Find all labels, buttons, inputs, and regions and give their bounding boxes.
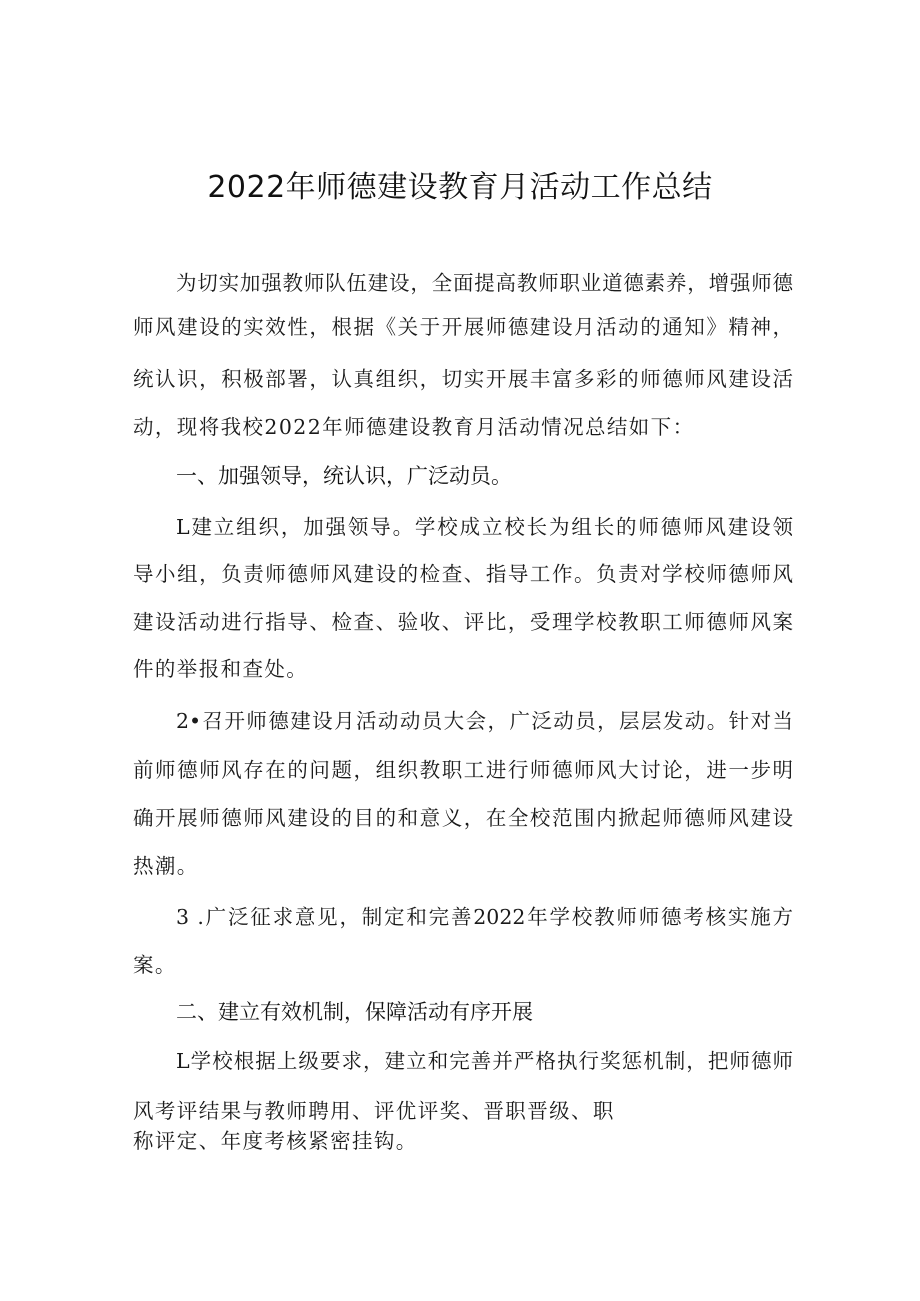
section-2-heading: 二、建立有效机制，保障活动有序开展 [176, 1000, 533, 1024]
section-1-item-1-line-3: 建设活动进行指导、检查、验收、评比，受理学校教职工师德师风案 [133, 610, 793, 634]
section-1-item-2-line-4: 热潮。 [133, 854, 199, 878]
section-1-item-1-line-2: 导小组，负责师德师风建设的检查、指导工作。负责对学校师德师风 [133, 562, 793, 586]
section-2-item-1-line-2: 风考评结果与教师聘用、评优评奖、晋职晋级、职 [133, 1099, 615, 1123]
intro-line-2: 师风建设的实效性，根据《关于开展师德建设月活动的通知》精神， [133, 315, 793, 339]
section-1-item-2-line-3: 确开展师德师风建设的目的和意义，在全校范围内掀起师德师风建设 [133, 806, 793, 830]
section-1-item-1-line-1: L建立组织，加强领导。学校成立校长为组长的师德师风建设领 [176, 515, 793, 539]
document-title: 2022年师德建设教育月活动工作总结 [207, 170, 713, 205]
intro-line-4: 动，现将我校2022年师德建设教育月活动情况总结如下： [133, 415, 695, 439]
section-2-item-1-line-3: 称评定、年度考核紧密挂钩。 [133, 1129, 418, 1153]
intro-line-1: 为切实加强教师队伍建设，全面提高教师职业道德素养，增强师德 [176, 271, 793, 295]
section-1-item-2-line-2: 前师德师风存在的问题，组织教职工进行师德师风大讨论，进一步明 [133, 758, 793, 782]
section-1-heading: 一、加强领导，统认识，广泛动员。 [176, 464, 512, 488]
section-2-item-1-line-1: L学校根据上级要求，建立和完善并严格执行奖惩机制，把师德师 [176, 1049, 793, 1073]
section-1-item-2-line-1: 2•召开师德建设月活动动员大会，广泛动员，层层发动。针对当 [176, 709, 793, 733]
section-1-item-3-line-2: 案。 [133, 953, 177, 977]
intro-line-3: 统认识，积极部署，认真组织，切实开展丰富多彩的师德师风建设活 [133, 367, 793, 391]
section-1-item-1-line-4: 件的举报和查处。 [133, 657, 309, 681]
section-1-item-3-line-1: 3 .广泛征求意见，制定和完善2022年学校教师师德考核实施方 [176, 905, 793, 929]
